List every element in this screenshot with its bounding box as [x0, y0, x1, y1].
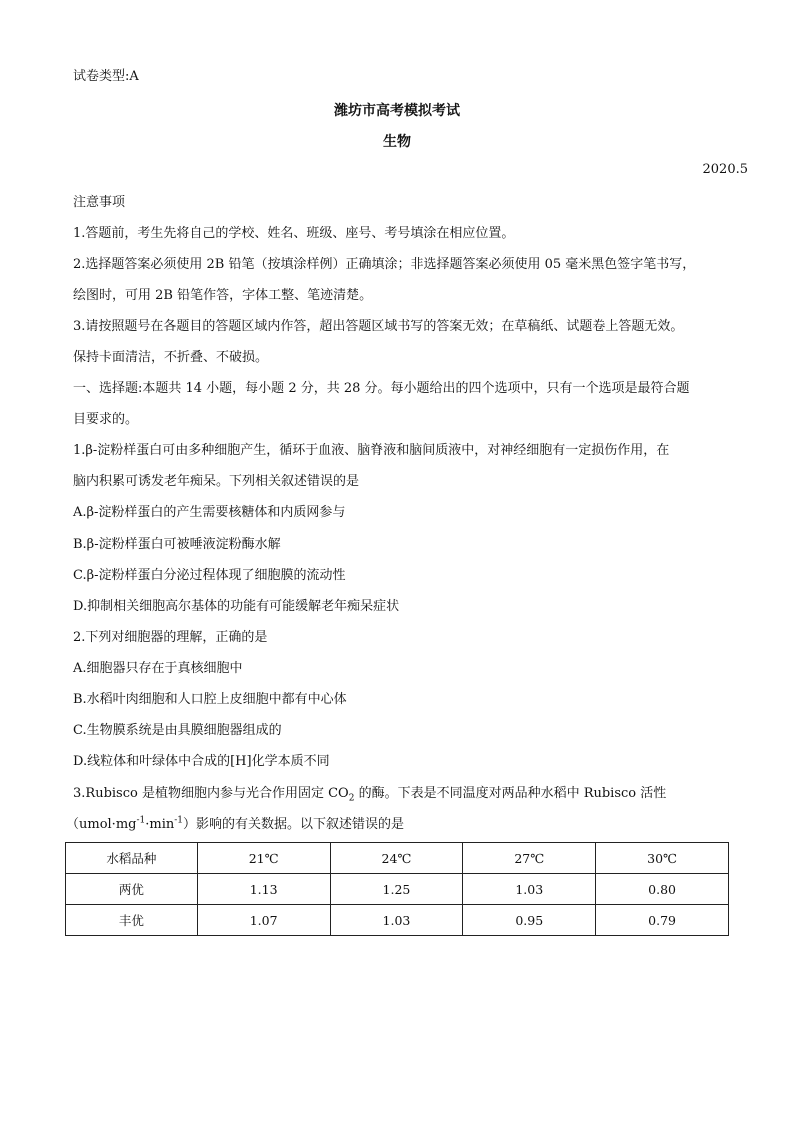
table-cell: 1.03 [463, 874, 596, 905]
q1-option-d: D.抑制相关细胞高尔基体的功能有可能缓解老年痴呆症状 [73, 599, 400, 614]
paper-type: 试卷类型:A [73, 69, 139, 84]
table-row [66, 874, 729, 905]
table-row [66, 905, 729, 936]
table-cell: 1.07 [197, 905, 330, 936]
table-cell: 1.25 [330, 874, 463, 905]
note-3-line-2: 保持卡面清洁，不折叠、不破损。 [73, 350, 269, 365]
q2-option-c: C.生物膜系统是由具膜细胞器组成的 [73, 723, 282, 738]
notes-heading: 注意事项 [73, 195, 126, 210]
note-3-line-1: 3.请按照题号在各题目的答题区域内作答，超出答题区域书写的答案无效；在草稿纸、试题卷上答题无效。 [73, 319, 684, 334]
q2-option-a: A.细胞器只存在于真核细胞中 [73, 661, 243, 676]
subject-title: 生物 [383, 134, 411, 150]
exam-title: 潍坊市高考模拟考试 [334, 103, 460, 119]
q1-option-b: B.β-淀粉样蛋白可被唾液淀粉酶水解 [73, 537, 281, 552]
table-header-cell: 21℃ [197, 843, 330, 874]
q3-stem-line-1: 3.Rubisco 是植物细胞内参与光合作用固定 $CO_2$ 的酶。下表是不同温度对两品种水稻中 Rubisco 活性 [73, 786, 667, 804]
q2-option-d: D.线粒体和叶绿体中合成的[H]化学本质不同 [73, 754, 330, 769]
note-1: 1.答题前，考生先将自己的学校、姓名、班级、座号、考号填涂在相应位置。 [73, 226, 515, 241]
table-header-cell: 30℃ [596, 843, 729, 874]
table-cell: 1.03 [330, 905, 463, 936]
table-cell: 丰优 [66, 905, 198, 936]
table-header-cell: 24℃ [330, 843, 463, 874]
exam-date: 2020.5 [702, 162, 748, 177]
note-2-line-1: 2.选择题答案必须使用 2B 铅笔（按填涂样例）正确填涂；非选择题答案必须使用 05 毫米黑色签字笔书写， [73, 257, 696, 272]
q1-stem-line-1: 1.β-淀粉样蛋白可由多种细胞产生，循环于血液、脑脊液和脑间质液中，对神经细胞有一定损伤作用，在 [73, 443, 670, 458]
table-header-row [66, 843, 729, 874]
q3-stem-line-2: $(umol\cdot mg^{-1}\cdot\min^{-1})$影响的有关数据。以下叙述错误的是 [66, 815, 405, 832]
table-cell: 0.95 [463, 905, 596, 936]
table-header-cell: 27℃ [463, 843, 596, 874]
q2-option-b: B.水稻叶肉细胞和人口腔上皮细胞中都有中心体 [73, 692, 347, 707]
table-header-cell: 水稻品种 [66, 843, 198, 874]
section-1-intro-line-2: 目要求的。 [73, 412, 139, 427]
note-2-line-2: 绘图时，可用 2B 铅笔作答，字体工整、笔迹清楚。 [73, 288, 373, 303]
q1-option-a: A.β-淀粉样蛋白的产生需要核糖体和内质网参与 [73, 505, 346, 520]
q2-stem: 2.下列对细胞器的理解，正确的是 [73, 630, 268, 645]
q1-option-c: C.β-淀粉样蛋白分泌过程体现了细胞膜的流动性 [73, 568, 346, 583]
table-cell: 0.80 [596, 874, 729, 905]
table-cell: 0.79 [596, 905, 729, 936]
section-1-intro-line-1: 一、选择题:本题共 14 小题，每小题 2 分，共 28 分。每小题给出的四个选项中，只有一个选项是最符合题 [73, 381, 690, 396]
q1-stem-line-2: 脑内积累可诱发老年痴呆。下列相关叙述错误的是 [73, 474, 360, 489]
table-cell: 1.13 [197, 874, 330, 905]
rubisco-activity-table [65, 842, 729, 936]
table-cell: 两优 [66, 874, 198, 905]
